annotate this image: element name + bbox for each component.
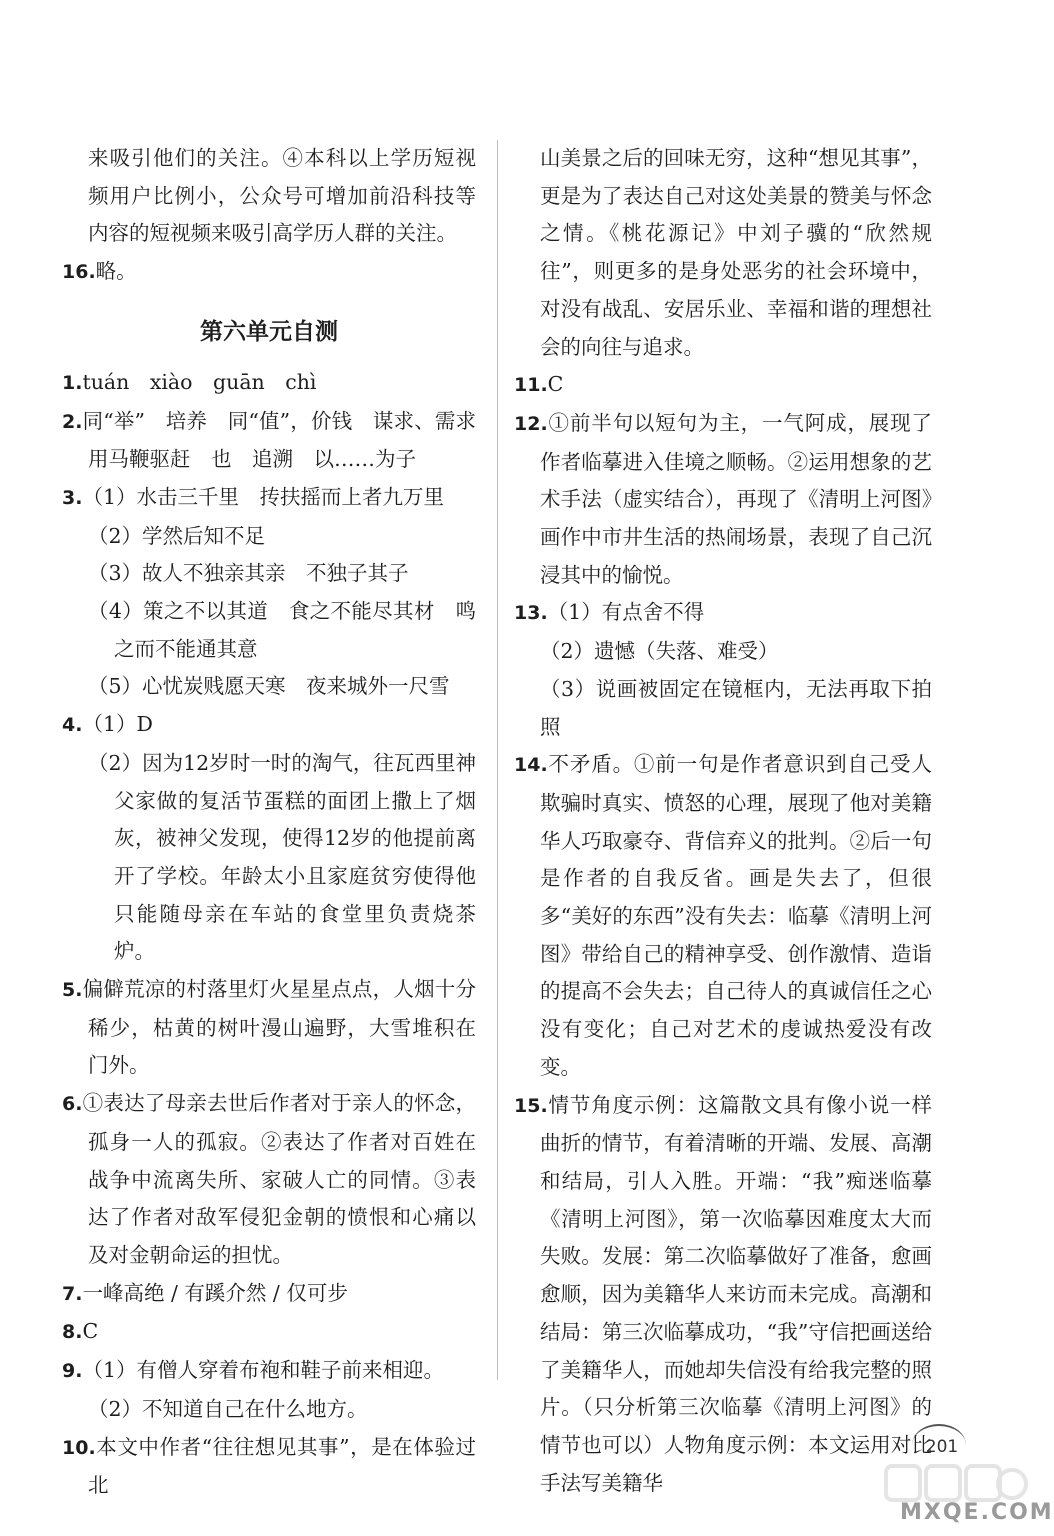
answer-item — [514, 1087, 932, 1503]
item-number: 2. — [62, 410, 83, 433]
item-number: 6. — [62, 1093, 83, 1116]
continued-paragraph: 山美景之后的回味无穷，这种“想见其事”，更是为了表达自己对这处美景的赞美与怀念之情。《桃花源记》中刘子骥的“欣然规往”，则更多的是身处恶劣的社会环境中，对没有战乱、安居乐业、幸福和谐的理想社会的向往与追求。 — [540, 146, 932, 359]
answer-item — [62, 479, 476, 518]
answer-item — [62, 253, 476, 292]
answer-item — [62, 706, 476, 745]
item-text: ①表达了母亲去世后作者对于亲人的怀念，孤身一人的孤寂。②表达了作者对百姓在战争中流离失所、家破人亡的同情。③表达了作者对敌军侵犯金朝的愤恨和心痛以及对金朝命运的担忧。 — [82, 1091, 476, 1267]
item-number: 4. — [62, 714, 83, 737]
item-number: 15. — [514, 1094, 548, 1117]
answer-item — [514, 366, 932, 405]
answer-item — [62, 1275, 476, 1314]
answer-subitem: （2）因为12岁时一时的淘气，往瓦西里神父家做的复活节蛋糕的面团上撒上了烟灰，被神父发现，使得12岁的他提前离开了学校。年龄太小且家庭贫穷使得他只能随母亲在车站的食堂里负责烧茶炉。 — [88, 750, 476, 964]
page-number: 201 — [925, 1437, 959, 1457]
item-text: 偏僻荒凉的村落里灯火星星点点，人烟十分稀少，枯黄的树叶漫山遍野，大雪堆积在门外。 — [82, 977, 476, 1078]
answer-subitem: （2）学然后知不足 — [88, 523, 266, 548]
item-number: 3. — [62, 486, 83, 509]
item-number: 5. — [62, 979, 83, 1002]
item-number: 12. — [514, 412, 548, 435]
answer-subitem: （5）心忧炭贱愿天寒 夜来城外一尺雪 — [88, 674, 450, 699]
item-number: 11. — [514, 374, 548, 397]
answer-item — [62, 403, 497, 479]
item-text: （1）D — [82, 712, 153, 737]
item-text: 情节角度示例：这篇散文具有像小说一样曲折的情节，有着清晰的开端、发展、高潮和结局，引人入胜。开端：“我”痴迷临摹《清明上河图》，第一次临摹因难度太大而失败。发展：第二次临摹做好了准备，愈画愈顺，因为美籍华人来访而未完成。高潮和结局：第三次临摹成功，“我”守信把画送给了美籍华人，而她却失信没有给我完整的照片。（只分析第三次临摹《清明上河图》的情节也可以）人物角度示例：本文运用对比手法写美籍华 — [540, 1092, 932, 1495]
item-number: 1. — [62, 371, 83, 394]
answer-item — [514, 746, 932, 1086]
answer-item — [62, 1085, 476, 1275]
answer-item — [62, 971, 476, 1085]
item-number: 7. — [62, 1282, 83, 1305]
item-text: （1）有僧人穿着布袍和鞋子前来相迎。 — [82, 1358, 444, 1383]
answer-item — [62, 1313, 476, 1352]
left-column — [62, 140, 497, 1505]
item-number: 16. — [62, 261, 96, 284]
right-column — [514, 140, 932, 1502]
item-text: C — [82, 1319, 99, 1344]
item-number: 14. — [514, 754, 548, 777]
item-text: 不矛盾。①前一句是作者意识到自己受人欺骗时真实、愤怒的心理，展现了他对美籍华人巧取豪夺、背信弃义的批判。②后一句是作者的自我反省。画是失去了，但很多“美好的东西”没有失去：临摹《清明上河图》带给自己的精神享受、创作激情、造诣的提高不会失去；自己待人的真诚信任之心没有变化；自己对艺术的虔诚热爱没有改变。 — [540, 752, 932, 1079]
section-title: 第六单元自测 — [200, 318, 338, 345]
answer-subitem: （4）策之不以其道 食之不能尽其材 鸣之而不能通其意 — [88, 599, 476, 661]
item-text: （1）水击三千里 抟扶摇而上者九万里 — [82, 484, 444, 509]
continued-paragraph: 来吸引他们的关注。④本科以上学历短视频用户比例小，公众号可增加前沿科技等内容的短视频来吸引高学历人群的关注。 — [88, 146, 476, 246]
item-number: 9. — [62, 1360, 83, 1383]
item-text: （1）有点舍不得 — [547, 600, 705, 625]
answer-subitem: （3）故人不独亲其亲 不独子其子 — [88, 561, 409, 586]
item-text: 本文中作者“往往想见其事”，是在体验过北 — [88, 1434, 476, 1498]
item-text: 一峰高绝 / 有蹊介然 / 仅可步 — [82, 1280, 348, 1305]
item-text: 略。 — [95, 259, 137, 284]
item-number: 10. — [62, 1436, 96, 1459]
item-text: ①前半句以短句为主，一气阿成，展现了作者临摹进入佳境之顺畅。②运用想象的艺术手法（虚实结合），再现了《清明上河图》画作中市井生活的热闹场景，表现了自己沉浸其中的愉悦。 — [540, 410, 932, 587]
answer-item — [62, 1352, 476, 1391]
answer-subitem: （2）遗憾（失落、难受） — [540, 639, 779, 664]
watermark-text: MXQE.COM — [900, 1500, 1054, 1525]
answer-subitem: （3）说画被固定在镜框内，无法再取下拍照 — [540, 676, 932, 739]
answer-item — [514, 405, 932, 595]
answer-subitem: （2）不知道自己在什么地方。 — [88, 1396, 368, 1421]
item-text: tuán xiào guān chì — [82, 369, 317, 394]
answer-item — [62, 364, 476, 403]
answer-item — [62, 1429, 476, 1505]
item-text: C — [547, 372, 564, 397]
item-number: 13. — [514, 602, 548, 625]
item-number: 8. — [62, 1321, 83, 1344]
answer-item — [514, 594, 932, 633]
column-divider — [497, 140, 498, 1380]
item-text: 同“举” 培养 同“值”，价钱 谋求、需求 用马鞭驱赶 也 追溯 以……为子 — [82, 408, 497, 472]
